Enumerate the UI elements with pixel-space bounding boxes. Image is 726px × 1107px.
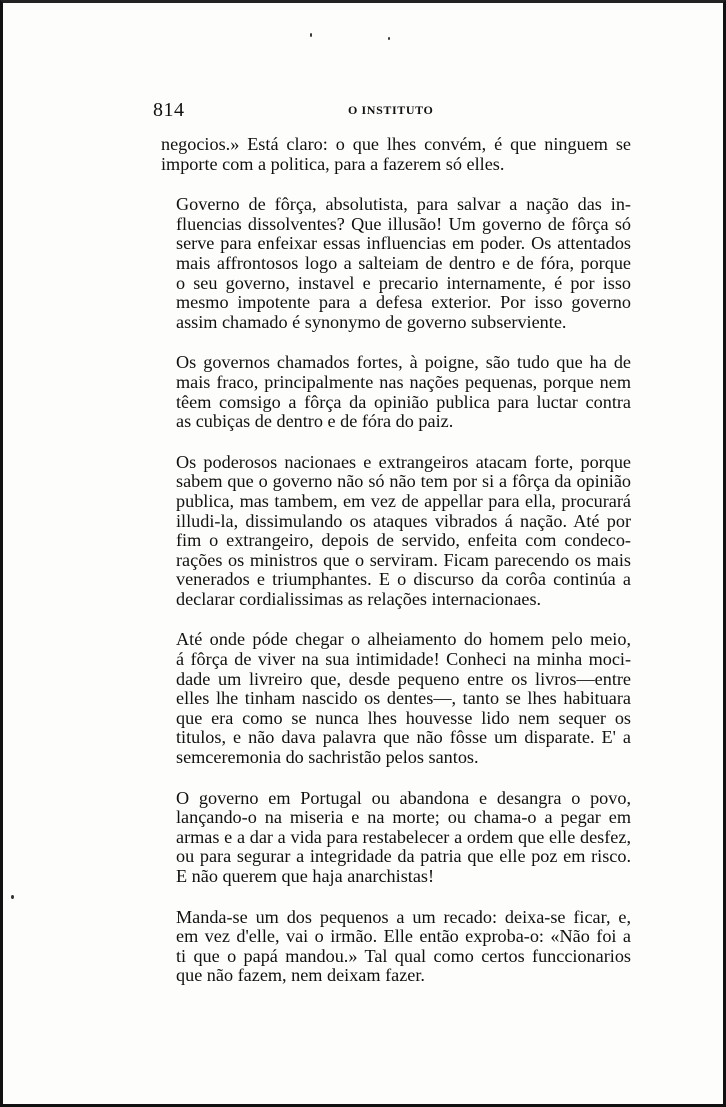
text-line: elles lhe tinham nascido os dentes—, tanto se lhes habituara: [176, 688, 631, 709]
text-line: Governo de fôrça, absolutista, para salvar a nação das in-: [176, 194, 631, 215]
text-line: publica, mas tambem, em vez de appellar para ella, procurará: [176, 490, 631, 511]
text-line: Manda-se um dos pequenos a um recado: deixa-se ficar, e,: [176, 906, 631, 927]
text-line: fluencias dissolventes? Que illusão! Um governo de fôrça só: [176, 213, 631, 234]
text-line: as cubiças de dentro e de fóra do paiz.: [176, 411, 454, 432]
text-line: titulos, e não dava palavra que não fôsse um disparate. E' a: [176, 727, 631, 748]
text-line: negocios.» Está claro: o que lhes convém, é que ninguem se: [161, 134, 631, 154]
text-line: o seu governo, instavel e precario internamente, é por isso: [176, 272, 631, 293]
paragraph: [161, 195, 631, 332]
text-line: á fôrça de viver na sua intimidade! Conheci na minha moci-: [176, 649, 631, 670]
scan-speck: [11, 895, 14, 899]
text-line: mesmo impotente para a defesa exterior. Por isso governo: [176, 292, 631, 313]
text-line: importe com a politica, para a fazerem só elles.: [161, 153, 505, 174]
page-number: 814: [153, 99, 185, 121]
text-line: assim chamado é synonymo de governo subserviente.: [176, 311, 567, 332]
text-line: lançando-o na miseria e na morte; ou chama-o a pegar em: [176, 807, 631, 828]
text-line: rações os ministros que o serviram. Ficam parecendo os mais: [176, 549, 631, 570]
paragraph: [161, 908, 631, 986]
text-line: armas e a dar a vida para restabelecer a ordem que elle desfez,: [176, 826, 631, 847]
text-line: Até onde póde chegar o alheiamento do homem pelo meio,: [176, 629, 631, 650]
journal-title: O INSTITUTO: [348, 103, 434, 117]
text-line: Os poderosos nacionaes e extrangeiros atacam forte, porque: [176, 451, 631, 472]
text-line: serve para enfeixar essas influencias em poder. Os attentados: [176, 233, 631, 254]
paragraph: [161, 630, 631, 767]
scan-speck: [388, 37, 390, 40]
scan-speck: [310, 33, 312, 37]
text-line: venerados e triumphantes. E o discurso da corôa continúa a: [176, 569, 631, 590]
text-line: mais affrontosos logo a salteiam de dentro e de fóra, porque: [176, 252, 631, 273]
text-line: semceremonia do sachristão pelos santos.: [176, 747, 479, 768]
text-line: que era como se nunca lhes houvesse lido nem sequer os: [176, 707, 631, 728]
paragraph: [161, 353, 631, 431]
text-line: que não fazem, nem deixam fazer.: [176, 965, 425, 986]
text-line: sabem que o governo não só não tem por si a fôrça da opinião: [176, 471, 631, 492]
text-line: mais fraco, principalmente nas nações pequenas, porque nem: [176, 371, 631, 392]
text-line: Os governos chamados fortes, à poigne, são tudo que ha de: [176, 352, 631, 373]
paragraph: [161, 453, 631, 610]
text-line: têem comsigo a fôrça da opinião publica para luctar contra: [176, 391, 631, 412]
body-text: [161, 135, 631, 986]
running-head: [153, 99, 633, 125]
text-line: fim o extrangeiro, depois de servido, enfeita com condeco-: [176, 530, 631, 551]
text-line: O governo em Portugal ou abandona e desangra o povo,: [176, 787, 631, 808]
text-line: dade um livreiro que, desde pequeno entre os livros—entre: [176, 668, 631, 689]
text-line: ti que o papá mandou.» Tal qual como certos funccionarios: [176, 945, 631, 966]
paragraph: [161, 135, 631, 174]
text-line: declarar cordialissimas as relações internacionaes.: [176, 588, 542, 609]
text-line: ou para segurar a integridade da patria que elle poz em risco.: [176, 846, 631, 867]
text-line: em vez d'elle, vai o irmão. Elle então exproba-o: «Não foi a: [176, 926, 631, 947]
paragraph: [161, 789, 631, 887]
text-line: illudi-la, dissimulando os ataques vibrados á nação. Até por: [176, 510, 631, 531]
text-line: E não querem que haja anarchistas!: [176, 866, 435, 886]
